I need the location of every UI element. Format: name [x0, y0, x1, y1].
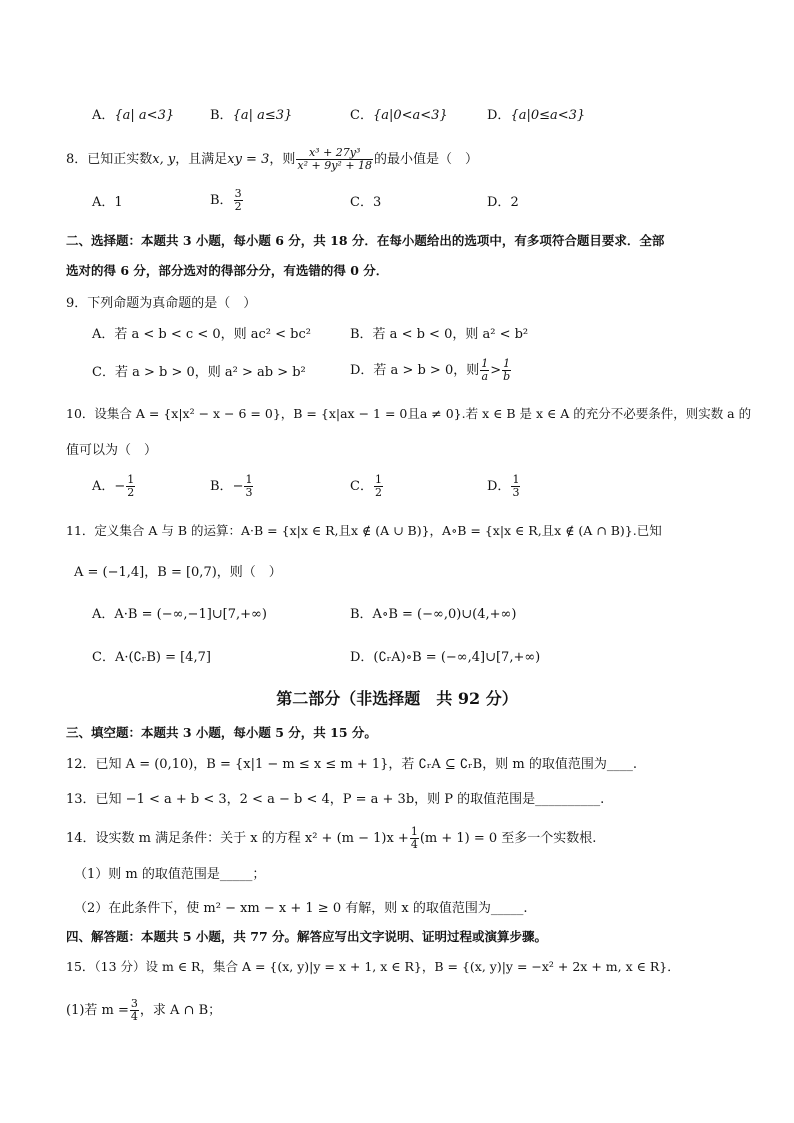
q9-option-c: C．若 a > b > 0，则 a² > ab > b²	[92, 365, 306, 380]
q10-option-b-frac	[244, 474, 253, 499]
q8-option-c	[350, 194, 381, 212]
q9-option-d-op: >	[490, 363, 502, 378]
q10-option-b	[210, 474, 254, 499]
q8-option-a	[92, 194, 123, 212]
q10-stem-line2: 值可以为（ ）	[66, 443, 158, 458]
q10-option-c-den: 2	[374, 486, 382, 499]
q8-stem-mid: ，且满足	[175, 152, 228, 167]
q7-option-d-label: D．	[487, 108, 511, 123]
q8-option-d-text: 2	[510, 195, 519, 210]
q15-sub1-suffix: ，求 A ∩ B；	[139, 1003, 222, 1018]
q10-option-a	[92, 474, 136, 499]
q10-option-d	[487, 474, 521, 499]
section3-heading: 三、填空题：本题共 3 小题，每小题 5 分，共 15 分。	[66, 725, 377, 740]
q11-option-d: D．(∁ᵣA)∘B = (−∞,4]∪[7,+∞)	[350, 650, 541, 665]
q10-option-a-sign: −	[114, 479, 126, 494]
q8-option-a-text: 1	[114, 195, 123, 210]
q7-option-a-label: A．	[92, 108, 115, 123]
q10-option-b-num: 1	[245, 473, 253, 486]
q10-option-d-label: D．	[487, 479, 511, 494]
q10-option-d-frac	[511, 474, 520, 499]
q7-option-b-text: {a| a≤3}	[232, 108, 293, 123]
q7-option-b-label: B．	[210, 108, 233, 123]
q7-option-b	[210, 107, 292, 125]
q15-sub1-prefix: (1)若 m =	[66, 1003, 129, 1018]
q10-option-d-den: 3	[512, 486, 520, 499]
q10-option-c	[350, 474, 384, 499]
q7-option-a-text: {a| a<3}	[114, 108, 175, 123]
q8-option-b-fraction	[234, 188, 243, 213]
q10-option-d-num: 1	[512, 473, 520, 486]
q11-option-c: C．A·(∁ᵣB) = [4,7]	[92, 650, 211, 665]
q13-stem: 13．已知 −1 < a + b < 3，2 < a − b < 4，P = a + 3b，则 P 的取值范围是__________.	[66, 792, 605, 807]
q8-stem-then: ，则	[269, 152, 296, 167]
q9-option-a: A．若 a < b < c < 0，则 ac² < bc²	[92, 327, 311, 342]
q7-option-c-label: C．	[350, 108, 373, 123]
q9-option-d	[350, 358, 512, 383]
q8-fraction	[296, 147, 373, 172]
q8-option-b-den: 2	[234, 200, 242, 213]
q10-option-b-den: 3	[245, 486, 253, 499]
q10-option-b-label: B．	[210, 479, 233, 494]
q10-option-b-sign: −	[232, 479, 244, 494]
q10-stem-line1: 10．设集合 A = {x|x² − x − 6 = 0}，B = {x|ax − 1 = 0且a ≠ 0}.若 x ∈ B 是 x ∈ A 的充分不必要条件，则实数 a 的	[66, 406, 752, 421]
q14-fraction	[410, 826, 419, 851]
q14-stem	[66, 826, 596, 851]
q10-option-c-frac	[374, 474, 383, 499]
q8-stem-prefix: 8．已知正实数	[66, 152, 153, 167]
q8-condition: xy = 3	[227, 152, 270, 167]
q9-stem: 9．下列命题为真命题的是（ ）	[66, 296, 257, 311]
q10-option-c-label: C．	[350, 479, 373, 494]
q14-sub2: （2）在此条件下，使 m² − xm − x + 1 ≥ 0 有解，则 x 的取值范围为_____.	[74, 901, 528, 916]
q11-stem-line2: A = (−1,4]，B = [0,7)，则（ ）	[74, 565, 282, 580]
q8-stem	[66, 147, 478, 172]
q8-option-b-num: 3	[234, 187, 242, 200]
q9-d-frac1-den: a	[481, 370, 488, 383]
section2-heading-line1: 二、选择题：本题共 3 小题，每小题 6 分，共 18 分．在每小题给出的选项中，有多项符合题目要求．全部	[66, 233, 665, 248]
q9-d-frac2-den: b	[503, 370, 511, 383]
q7-option-a	[92, 107, 174, 125]
q8-vars: x, y	[152, 152, 176, 167]
q9-option-d-frac1	[480, 358, 489, 383]
q11-stem-line1: 11．定义集合 A 与 B 的运算：A·B = {x|x ∈ R,且x ∉ (A ∪ B)}，A∘B = {x|x ∈ R,且x ∉ (A ∩ B)}.已知	[66, 523, 662, 538]
q9-d-frac2-num: 1	[503, 357, 511, 370]
q15-stem: 15．（13 分）设 m ∈ R，集合 A = {(x, y)|y = x + 1, x ∈ R}，B = {(x, y)|y = −x² + 2x + m, x ∈ R}．	[66, 959, 680, 974]
q14-sub1: （1）则 m 的取值范围是_____；	[74, 867, 266, 882]
q10-option-a-den: 2	[127, 486, 135, 499]
q7-option-d	[487, 107, 585, 125]
q8-option-a-label: A．	[92, 195, 115, 210]
q14-stem-suffix: (m + 1) = 0 至多一个实数根.	[419, 831, 597, 846]
q15-sub1-num: 3	[130, 997, 138, 1010]
q7-option-c-text: {a|0<a<3}	[372, 108, 448, 123]
q14-fraction-num: 1	[410, 825, 418, 838]
q7-option-d-text: {a|0≤a<3}	[510, 108, 586, 123]
q9-option-d-prefix: D．若 a > b > 0，则	[350, 363, 480, 378]
section4-heading: 四、解答题：本题共 5 小题，共 77 分。解答应写出文字说明、证明过程或演算步骤。	[66, 929, 548, 944]
q11-option-a: A．A·B = (−∞,−1]∪[7,+∞)	[92, 607, 267, 622]
q8-fraction-numerator: x³ + 27y³	[296, 147, 373, 160]
q9-d-frac1-num: 1	[481, 357, 489, 370]
q8-option-c-label: C．	[350, 195, 373, 210]
q7-option-c	[350, 107, 448, 125]
q8-option-b-label: B．	[210, 193, 233, 208]
q10-option-a-label: A．	[92, 479, 115, 494]
q15-sub1-den: 4	[130, 1010, 138, 1023]
q11-option-b: B．A∘B = (−∞,0)∪(4,+∞)	[350, 607, 517, 622]
q15-sub1	[66, 998, 221, 1023]
q8-option-d	[487, 194, 519, 212]
q8-option-d-label: D．	[487, 195, 511, 210]
q9-option-d-frac2	[502, 358, 511, 383]
q8-option-c-text: 3	[372, 195, 382, 210]
q10-option-c-num: 1	[374, 473, 382, 486]
q8-fraction-denominator: x² + 9y² + 18	[297, 159, 373, 172]
q8-stem-suffix: 的最小值是（ ）	[374, 152, 479, 167]
q14-stem-prefix: 14．设实数 m 满足条件：关于 x 的方程 x² + (m − 1)x +	[66, 831, 409, 846]
q12-stem: 12．已知 A = (0,10)，B = {x|1 − m ≤ x ≤ m + 1}，若 ∁ᵣA ⊆ ∁ᵣB，则 m 的取值范围为____.	[66, 757, 637, 772]
q8-option-b	[210, 188, 244, 213]
part2-title: 第二部分（非选择题 共 92 分）	[276, 689, 518, 708]
section2-heading-line2: 选对的得 6 分，部分选对的得部分分，有选错的得 0 分．	[66, 263, 389, 278]
q10-option-a-frac	[126, 474, 135, 499]
q9-option-b: B．若 a < b < 0，则 a² < b²	[350, 327, 529, 342]
q14-fraction-den: 4	[410, 838, 418, 851]
q10-option-a-num: 1	[127, 473, 135, 486]
q15-sub1-fraction	[130, 998, 139, 1023]
